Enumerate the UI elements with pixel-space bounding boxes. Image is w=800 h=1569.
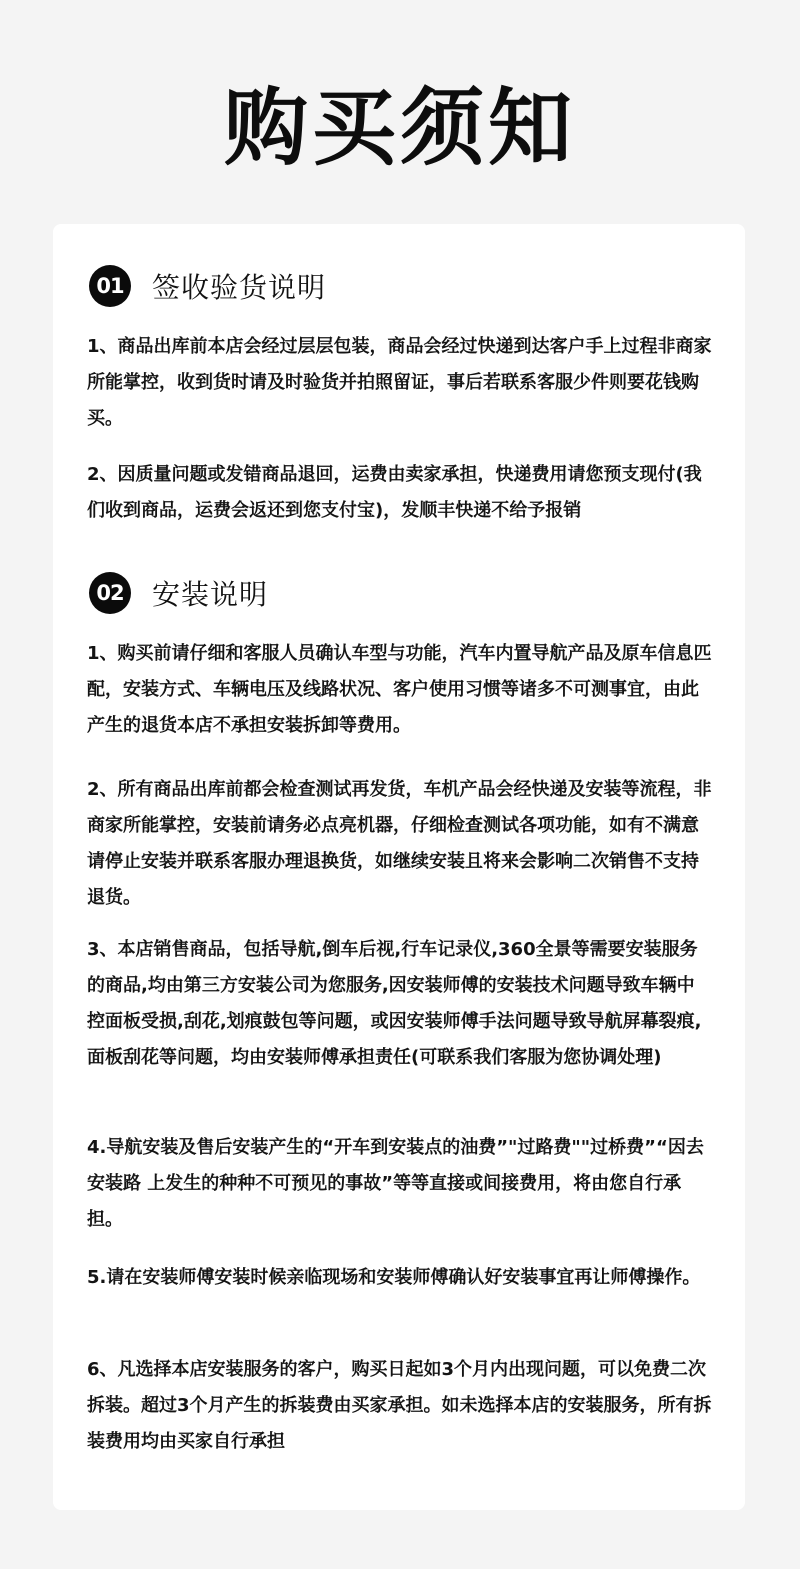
paragraph: 1、商品出库前本店会经过层层包装，商品会经过快递到达客户手上过程非商家所能掌控，收到货时请及时验货并拍照留证，事后若联系客服少件则要花钱购买。 [87, 336, 712, 429]
paragraph: 1、购买前请仔细和客服人员确认车型与功能，汽车内置导航产品及原车信息匹配，安装方式、车辆电压及线路状况、客户使用习惯等诸多不可测事宜，由此产生的退货本店不承担安装拆卸等费用。 [87, 643, 712, 736]
paragraph: 3、本店销售商品，包括导航,倒车后视,行车记录仪,360全景等需要安装服务的商品,均由第三方安装公司为您服务,因安装师傅的安装技术问题导致车辆中控面板受损,刮花,划痕鼓包等问题，或因安装师傅手法问题导致导航屏幕裂痕,面板刮花等问题，均由安装师傅承担责任(可联系我们客服为您协调处理) [87, 939, 702, 1068]
section-title: 签收验货说明 [152, 271, 327, 304]
section-number-badge: 01 [89, 265, 131, 307]
section-title: 安装说明 [152, 578, 269, 611]
paragraph: 6、凡选择本店安装服务的客户，购买日起如3个月内出现问题，可以免费二次拆装。超过3个月产生的拆装费由买家承担。如未选择本店的安装服务，所有拆装费用均由买家自行承担 [87, 1359, 712, 1452]
paragraph: 5.请在安装师傅安装时候亲临现场和安装师傅确认好安装事宜再让师傅操作。 [87, 1267, 701, 1288]
section-header [89, 571, 268, 615]
paragraph: 2、所有商品出库前都会检查测试再发货，车机产品会经快递及安装等流程，非商家所能掌控，安装前请务必点亮机器，仔细检查测试各项功能，如有不满意请停止安装并联系客服办理退换货，如继续安装且将来会影响二次销售不支持退货。 [87, 779, 712, 908]
paragraph: 2、因质量问题或发错商品退回，运费由卖家承担，快递费用请您预支现付(我们收到商品，运费会返还到您支付宝)，发顺丰快递不给予报销 [87, 464, 702, 521]
paragraph: 4.导航安装及售后安装产生的“开车到安装点的油费”"过路费""过桥费”“因去安装路 上发生的种种不可预见的事故”等等直接或间接费用，将由您自行承担。 [87, 1137, 704, 1230]
section-header [89, 264, 326, 308]
page-title: 购买须知 [223, 79, 576, 177]
section-number-badge: 02 [89, 572, 131, 614]
notice-card [53, 224, 745, 1510]
